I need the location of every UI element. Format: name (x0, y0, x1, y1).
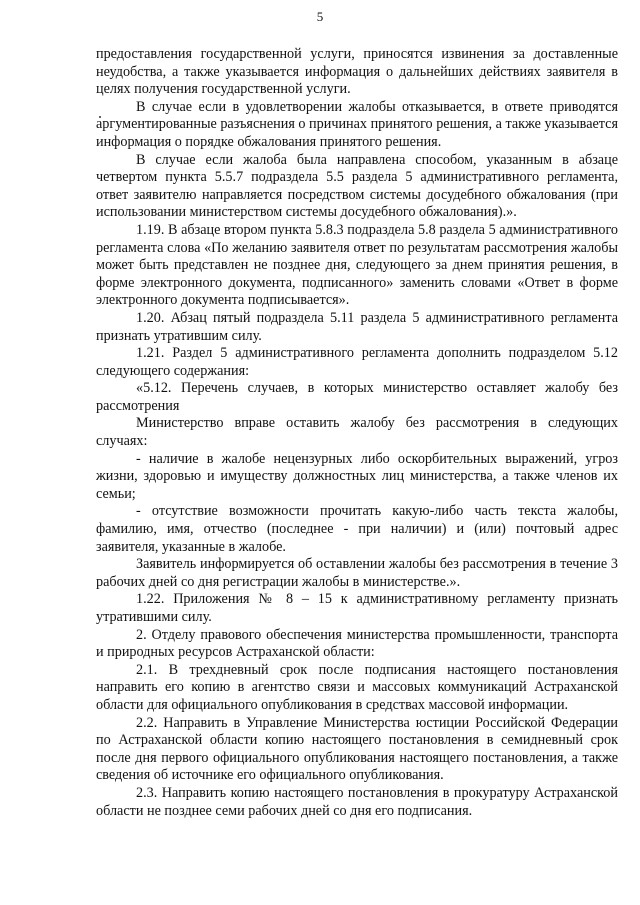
paragraph-electronic-response: В случае если жалоба была направлена способом, указанным в абзаце четвертом пункта 5.5.7 подраздела 5.5 раздела 5 административного регламента, ответ заявителю направляется посредством системы досудебного обжалования (при использовании министерством системы досудебного обжалования).». (96, 151, 618, 221)
paragraph-2-3: 2.3. Направить копию настоящего постановления в прокуратуру Астраханской области не позднее семи рабочих дней со дня его подписания. (96, 784, 618, 819)
paragraph-1-20: 1.20. Абзац пятый подраздела 5.11 раздела 5 административного регламента признать утратившим силу. (96, 309, 618, 344)
paragraph-5-12-item-1: - наличие в жалобе нецензурных либо оскорбительных выражений, угроз жизни, здоровью и имуществу должностных лиц министерства, а также членов их семьи; (96, 450, 618, 502)
paragraph-1-22: 1.22. Приложения № 8 – 15 к административному регламенту признать утратившими силу. (96, 591, 618, 625)
paragraph-continuation: предоставления государственной услуги, приносятся извинения за доставленные неудобства, а также указывается информация о дальнейших действиях заявителя в целях получения государственной услуги. (96, 46, 618, 98)
document-body (96, 46, 618, 820)
paragraph-2-2: 2.2. Направить в Управление Министерства юстиции Российской Федерации по Астраханской области копию настоящего постановления в семидневный срок после дня первого официального опубликования настоящего постановления, а также сведения об источнике его официального опубликования. (96, 714, 618, 784)
paragraph-5-12-heading: «5.12. Перечень случаев, в которых министерство оставляет жалобу без рассмотрения (96, 380, 618, 414)
page-number: 5 (316, 9, 324, 24)
paragraph-5-12-item-2: - отсутствие возможности прочитать какую-либо часть текста жалобы, фамилию, имя, отчество (последнее - при наличии) и (или) почтовый адрес заявителя, указанные в жалобе. (96, 503, 618, 555)
paragraph-refusal-response: В случае если в удовлетворении жалобы отказывается, в ответе приводятся аргументированные разъяснения о причинах принятого решения, а также указывается информация о порядке обжалования принятого решения. (96, 98, 618, 150)
paragraph-1-19: 1.19. В абзаце втором пункта 5.8.3 подраздела 5.8 раздела 5 административного регламента слова «По желанию заявителя ответ по результатам рассмотрения жалобы может быть представлен не позднее дня, следующего за днем принятия решения, в форме электронного документа, подписанного» заменить словами «Ответ в форме электронного документа подписывается». (96, 221, 618, 309)
paragraph-2-1: 2.1. В трехдневный срок после подписания настоящего постановления направить его копию в агентство связи и массовых коммуникаций Астраханской области для официального опубликования в средствах массовой информации. (96, 661, 618, 713)
paragraph-2: 2. Отделу правового обеспечения министерства промышленности, транспорта и природных ресурсов Астраханской области: (96, 626, 618, 661)
paragraph-5-12-intro: Министерство вправе оставить жалобу без рассмотрения в следующих случаях: (96, 415, 618, 450)
paragraph-5-12-notification: Заявитель информируется об оставлении жалобы без рассмотрения в течение 3 рабочих дней со дня регистрации жалобы в министерстве.». (96, 556, 618, 590)
paragraph-1-21: 1.21. Раздел 5 административного регламента дополнить подразделом 5.12 следующего содержания: (96, 345, 618, 379)
